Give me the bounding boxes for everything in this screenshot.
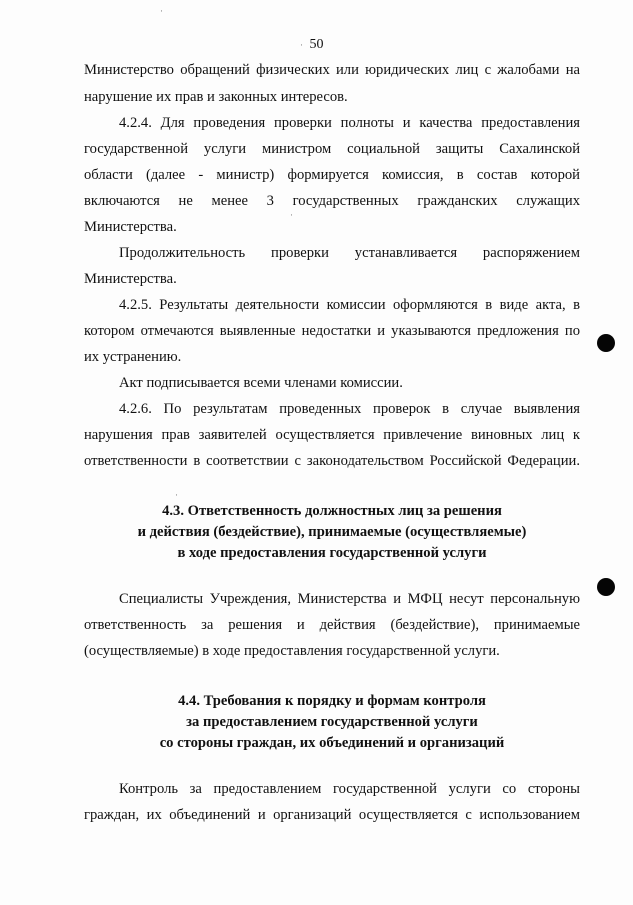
section-heading-4-3: в ходе предоставления государственной услуги — [177, 545, 487, 561]
text-line: нарушение их прав и законных интересов. — [84, 89, 348, 105]
text-line: области (далее - министр) формируется комиссия, в состав которой — [84, 167, 580, 183]
text-line: Акт подписывается всеми членами комиссии. — [119, 375, 403, 391]
text-line: 4.2.4. Для проведения проверки полноты и качества предоставления — [119, 115, 580, 131]
text-line: их устранению. — [84, 349, 182, 365]
section-heading-4-4: со стороны граждан, их объединений и организаций — [159, 735, 505, 751]
text-line: включаются не менее 3 государственных гражданских служащих — [84, 193, 580, 209]
text-line: Специалисты Учреждения, Министерства и МФЦ несут персональную — [119, 591, 580, 607]
text-line: ответственность за решения и действия (бездействие), принимаемые — [84, 617, 580, 633]
text-line: государственной услуги министром социальной защиты Сахалинской — [84, 141, 580, 157]
text-line: (осуществляемые) в ходе предоставления государственной услуги. — [84, 643, 500, 659]
text-line: Министерства. — [84, 219, 177, 235]
text-line: ответственности в соответствии с законодательством Российской Федерации. — [84, 453, 580, 469]
page-number: 50 — [309, 37, 324, 52]
scan-speck: · — [300, 40, 303, 50]
text-line: 4.2.5. Результаты деятельности комиссии оформляются в виде акта, в — [119, 297, 580, 313]
text-line: граждан, их объединений и организаций осуществляется с использованием — [84, 807, 580, 823]
text-line: Продолжительность проверки устанавливается распоряжением — [119, 245, 580, 261]
punch-hole — [597, 578, 615, 596]
scan-speck: · — [175, 490, 178, 500]
section-heading-4-3: 4.3. Ответственность должностных лиц за решения — [162, 503, 502, 519]
section-heading-4-4: 4.4. Требования к порядку и формам контроля — [178, 693, 486, 709]
text-line: нарушения прав заявителей осуществляется привлечение виновных лиц к — [84, 427, 580, 443]
scan-speck: · — [290, 210, 293, 220]
text-line: Министерство обращений физических или юридических лиц с жалобами на — [84, 62, 580, 78]
text-line: Министерства. — [84, 271, 177, 287]
section-heading-4-3: и действия (бездействие), принимаемые (осуществляемые) — [137, 524, 527, 540]
section-heading-4-4: за предоставлением государственной услуги — [186, 714, 478, 730]
text-line: котором отмечаются выявленные недостатки и указываются предложения по — [84, 323, 580, 339]
text-line: 4.2.6. По результатам проведенных проверок в случае выявления — [119, 401, 580, 417]
scan-speck: · — [160, 6, 163, 16]
text-line: Контроль за предоставлением государственной услуги со стороны — [119, 781, 580, 797]
punch-hole — [597, 334, 615, 352]
